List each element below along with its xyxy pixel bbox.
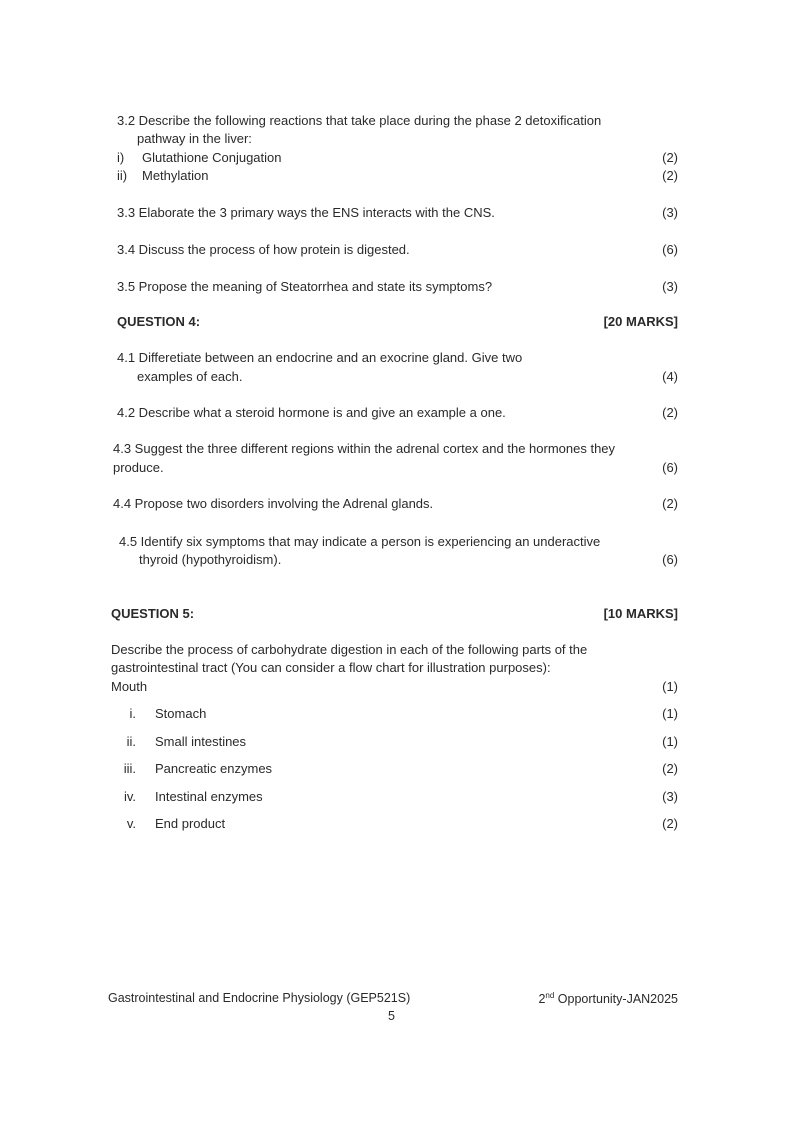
- q3-2-item-marks: (2): [662, 168, 678, 183]
- q3-5-text: 3.5 Propose the meaning of Steatorrhea and state its symptoms?: [117, 279, 493, 294]
- q4-3-marks: (6): [662, 460, 678, 475]
- q4-4-marks: (2): [662, 496, 678, 511]
- footer-opportunity-rest: Opportunity-JAN2025: [554, 992, 678, 1007]
- q5-mouth-label: Mouth: [111, 679, 148, 694]
- q3-2-item-label: Glutathione Conjugation: [142, 150, 282, 165]
- q3-2-item-num: i): [117, 150, 125, 165]
- q5-item-label: Intestinal enzymes: [155, 789, 263, 804]
- q5-item-label: End product: [155, 816, 226, 831]
- footer-opportunity-sup: nd: [545, 991, 555, 1000]
- question-4-heading: QUESTION 4:: [117, 314, 201, 329]
- q5-item-marks: (3): [662, 789, 678, 804]
- q3-3-marks: (3): [662, 205, 678, 220]
- question-5-total: [10 MARKS]: [603, 606, 678, 621]
- q5-item-num: ii.: [126, 734, 136, 749]
- q5-item-num: iii.: [123, 761, 136, 776]
- q3-3-text: 3.3 Elaborate the 3 primary ways the ENS interacts with the CNS.: [117, 205, 495, 220]
- q4-3-text-cont: produce.: [113, 460, 164, 475]
- question-5-heading: QUESTION 5:: [111, 606, 195, 621]
- q4-5-text-cont: thyroid (hypothyroidism).: [139, 552, 282, 567]
- page-number: 5: [388, 1009, 395, 1023]
- q4-1-marks: (4): [662, 369, 678, 384]
- footer-opportunity-num: 2: [538, 992, 546, 1007]
- q5-item-num: iv.: [123, 789, 136, 804]
- q5-item-marks: (1): [662, 734, 678, 749]
- q4-5-text: 4.5 Identify six symptoms that may indicate a person is experiencing an underactive: [119, 534, 601, 549]
- q5-mouth-marks: (1): [662, 679, 678, 694]
- q3-2-item-num: ii): [117, 168, 128, 183]
- q5-intro-cont: gastrointestinal tract (You can consider a flow chart for illustration purposes):: [111, 660, 551, 675]
- q3-4-marks: (6): [662, 242, 678, 257]
- q5-item-marks: (2): [662, 761, 678, 776]
- q4-4-text: 4.4 Propose two disorders involving the Adrenal glands.: [113, 496, 434, 511]
- q3-2-text-cont: pathway in the liver:: [137, 131, 252, 146]
- q5-item-label: Stomach: [155, 706, 207, 721]
- q3-4-text: 3.4 Discuss the process of how protein is digested.: [117, 242, 410, 257]
- footer-opportunity: [538, 991, 678, 1006]
- q4-3-text: 4.3 Suggest the three different regions within the adrenal cortex and the hormones they: [113, 441, 616, 456]
- q5-item-marks: (1): [662, 706, 678, 721]
- q5-item-num: v.: [126, 816, 136, 831]
- q3-2-item-label: Methylation: [142, 168, 209, 183]
- q3-2-text: 3.2 Describe the following reactions that take place during the phase 2 detoxification: [117, 113, 602, 128]
- q4-1-text-cont: examples of each.: [137, 369, 243, 384]
- footer-course: Gastrointestinal and Endocrine Physiology (GEP521S): [108, 991, 411, 1005]
- q5-intro: Describe the process of carbohydrate digestion in each of the following parts of the: [111, 642, 588, 657]
- q4-2-text: 4.2 Describe what a steroid hormone is and give an example a one.: [117, 405, 506, 420]
- q4-2-marks: (2): [662, 405, 678, 420]
- q5-item-label: Pancreatic enzymes: [155, 761, 273, 776]
- q4-1-text: 4.1 Differetiate between an endocrine and an exocrine gland. Give two: [117, 350, 523, 365]
- q5-item-marks: (2): [662, 816, 678, 831]
- q5-item-label: Small intestines: [155, 734, 247, 749]
- q3-2-item-marks: (2): [662, 150, 678, 165]
- question-4-total: [20 MARKS]: [603, 314, 678, 329]
- q4-5-marks: (6): [662, 552, 678, 567]
- q3-5-marks: (3): [662, 279, 678, 294]
- q5-item-num: i.: [129, 706, 136, 721]
